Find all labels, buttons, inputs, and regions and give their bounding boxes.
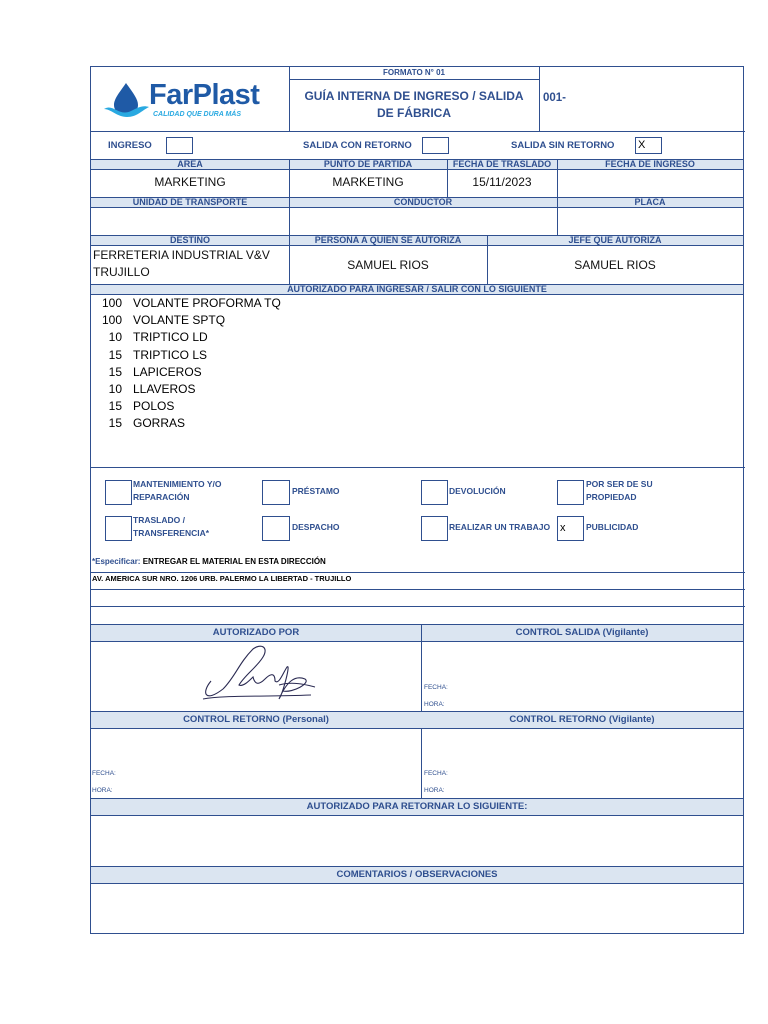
realizar-trabajo-checkbox[interactable] — [421, 516, 448, 541]
mantenimiento-label — [133, 478, 221, 504]
items-section-label: AUTORIZADO PARA INGRESAR / SALIR CON LO SIGUIENTE — [287, 284, 547, 294]
mantenimiento-line-1: MANTENIMIENTO Y/O — [133, 479, 222, 489]
control-retorno-vigilante-label: CONTROL RETORNO (Vigilante) — [509, 714, 655, 725]
retornar-field[interactable] — [91, 816, 743, 866]
control-salida-label: CONTROL SALIDA (Vigilante) — [515, 627, 649, 638]
propiedad-line-1: POR SER DE SU — [586, 479, 653, 489]
title-line-2: DE FÁBRICA — [377, 106, 451, 120]
salida-sin-retorno-checkbox[interactable]: X — [635, 137, 662, 154]
realizar-trabajo-label: REALIZAR UN TRABAJO — [449, 522, 551, 532]
ingreso-label: INGRESO — [108, 140, 152, 151]
comentarios-label: COMENTARIOS / OBSERVACIONES — [336, 869, 498, 880]
ingreso-checkbox[interactable] — [166, 137, 193, 154]
placa-field[interactable] — [558, 208, 743, 235]
item-desc: TRIPTICO LS — [133, 348, 208, 362]
guide-number: 001- — [543, 92, 567, 104]
item-desc: VOLANTE SPTQ — [133, 313, 226, 327]
despacho-checkbox[interactable] — [262, 516, 290, 541]
logo-tagline: CALIDAD QUE DURA MÁS — [153, 111, 242, 118]
despacho-label: DESPACHO — [292, 522, 340, 532]
salida-con-retorno-label: SALIDA CON RETORNO — [303, 140, 412, 151]
propiedad-label — [586, 478, 653, 504]
devolucion-label: DEVOLUCIÓN — [449, 486, 506, 496]
area-value: MARKETING — [154, 175, 226, 189]
destino-value — [93, 247, 287, 281]
item-qty: 15 — [108, 416, 122, 430]
item-desc: LLAVEROS — [133, 382, 196, 396]
item-qty: 15 — [108, 365, 122, 379]
publicidad-label: PUBLICIDAD — [586, 522, 639, 532]
comentarios-field[interactable] — [91, 884, 743, 933]
item-qty: 10 — [108, 382, 122, 396]
autorizado-por-label: AUTORIZADO POR — [212, 627, 300, 638]
title-line-1: GUÍA INTERNA DE INGRESO / SALIDA — [304, 89, 524, 103]
item-desc: VOLANTE PROFORMA TQ — [133, 296, 281, 310]
propiedad-checkbox[interactable] — [557, 480, 584, 505]
farplast-logo — [101, 79, 291, 123]
destino-label: DESTINO — [169, 235, 210, 245]
formato-label: FORMATO N° 01 — [382, 68, 446, 77]
devolucion-checkbox[interactable] — [421, 480, 448, 505]
prestamo-checkbox[interactable] — [262, 480, 290, 505]
item-desc: LAPICEROS — [133, 365, 202, 379]
conductor-field[interactable] — [290, 208, 557, 235]
item-qty: 10 — [108, 330, 122, 344]
especificar-text: ENTREGAR EL MATERIAL EN ESTA DIRECCIÓN — [142, 557, 326, 566]
unidad-transporte-label: UNIDAD DE TRANSPORTE — [132, 197, 248, 207]
traslado-line-2: TRANSFERENCIA* — [133, 528, 210, 538]
retorno-personal-fecha-label: FECHA: — [92, 770, 116, 777]
mantenimiento-checkbox[interactable] — [105, 480, 132, 505]
fecha-traslado-label: FECHA DE TRASLADO — [452, 159, 552, 169]
destino-line-2: TRUJILLO — [93, 265, 150, 279]
retorno-personal-hora-label: HORA: — [92, 787, 113, 794]
logo-brand: FarPlast — [149, 79, 260, 111]
item-desc: TRIPTICO LD — [133, 330, 208, 344]
item-qty: 100 — [101, 313, 122, 327]
page-title — [289, 88, 539, 122]
traslado-label — [133, 514, 209, 540]
fecha-traslado-value: 15/11/2023 — [472, 175, 532, 189]
destino-line-1: FERRETERIA INDUSTRIAL V&V — [93, 248, 270, 262]
salida-con-retorno-checkbox[interactable] — [422, 137, 449, 154]
item-desc: GORRAS — [133, 416, 186, 430]
persona-autoriza-value: SAMUEL RIOS — [347, 258, 429, 272]
mantenimiento-line-2: REPARACIÓN — [133, 492, 190, 502]
persona-autoriza-label: PERSONA A QUIEN SE AUTORIZA — [314, 235, 462, 245]
especificar-label: *Especificar: — [92, 557, 141, 566]
prestamo-label: PRÉSTAMO — [292, 486, 340, 496]
area-label: AREA — [177, 159, 203, 169]
punto-partida-value: MARKETING — [332, 175, 404, 189]
fecha-ingreso-label: FECHA DE INGRESO — [605, 159, 695, 169]
jefe-autoriza-label: JEFE QUE AUTORIZA — [568, 235, 662, 245]
traslado-line-1: TRASLADO / — [133, 515, 185, 525]
traslado-checkbox[interactable] — [105, 516, 132, 541]
water-drop-icon — [101, 81, 151, 121]
conductor-label: CONDUCTOR — [393, 197, 453, 207]
control-salida-hora-label: HORA: — [424, 701, 445, 708]
item-desc: POLOS — [133, 399, 175, 413]
guia-form — [90, 66, 744, 934]
item-qty: 15 — [108, 399, 122, 413]
jefe-autoriza-value: SAMUEL RIOS — [574, 258, 656, 272]
retornar-label: AUTORIZADO PARA RETORNAR LO SIGUIENTE: — [306, 801, 528, 812]
salida-sin-retorno-label: SALIDA SIN RETORNO — [511, 140, 615, 151]
control-retorno-personal-label: CONTROL RETORNO (Personal) — [183, 714, 329, 725]
direccion-value: AV. AMERICA SUR NRO. 1206 URB. PALERMO LA LIBERTAD - TRUJILLO — [92, 574, 352, 583]
signature-image — [183, 641, 323, 711]
punto-partida-label: PUNTO DE PARTIDA — [323, 159, 413, 169]
item-qty: 100 — [101, 296, 122, 310]
publicidad-checkbox[interactable]: x — [557, 516, 584, 541]
especificar-line — [92, 557, 326, 566]
retorno-vigilante-hora-label: HORA: — [424, 787, 445, 794]
propiedad-line-2: PROPIEDAD — [586, 492, 637, 502]
item-qty: 15 — [108, 348, 122, 362]
placa-label: PLACA — [634, 197, 666, 207]
control-salida-fecha-label: FECHA: — [424, 684, 448, 691]
retorno-vigilante-fecha-label: FECHA: — [424, 770, 448, 777]
unidad-transporte-field[interactable] — [91, 208, 289, 235]
